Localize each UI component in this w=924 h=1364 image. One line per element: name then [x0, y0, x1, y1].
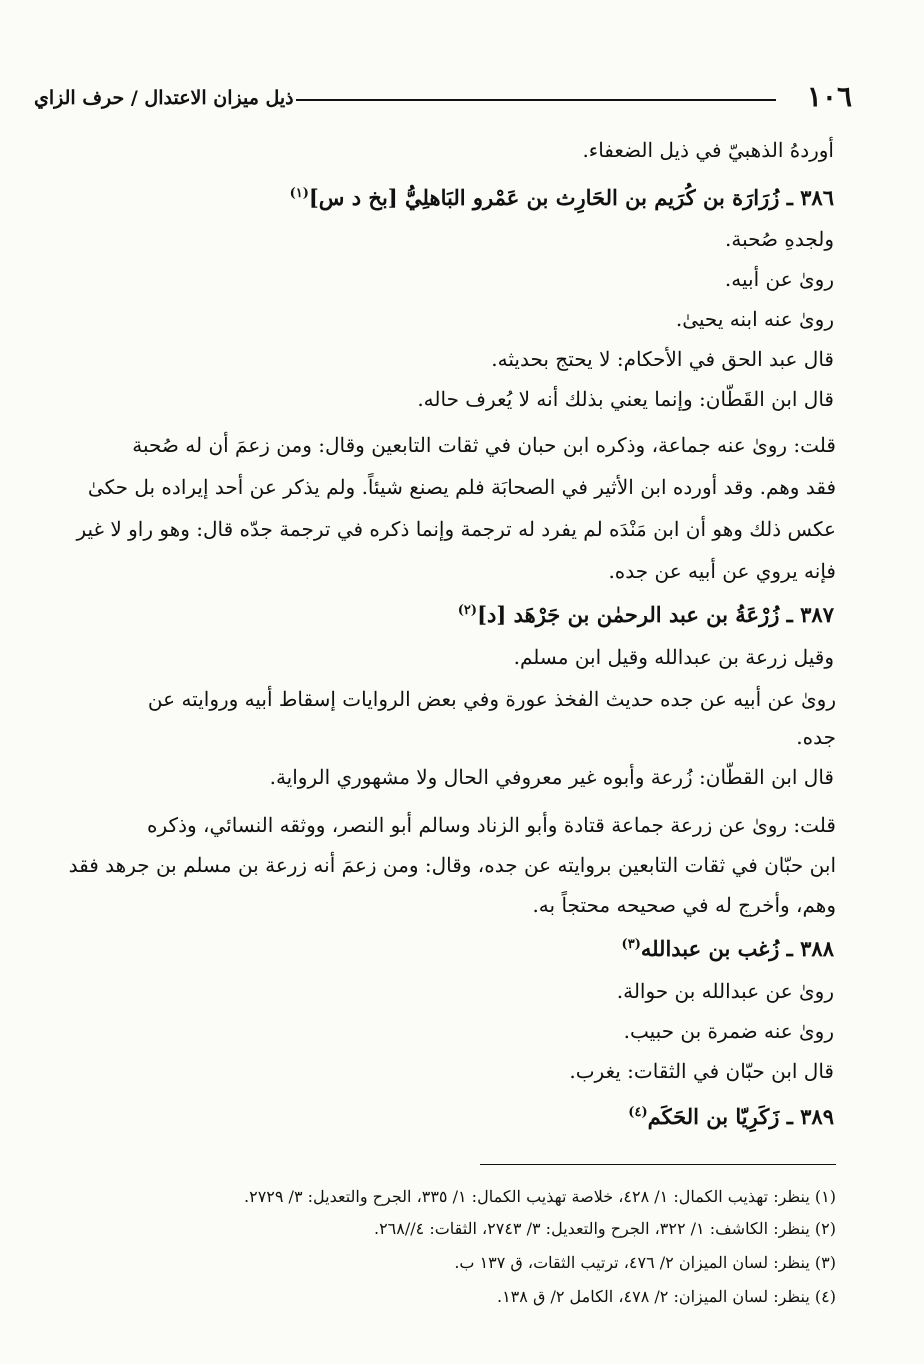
text-line: ابن حبّان في ثقات التابعين بروايته عن جده، وقال: ومن زعمَ أنه زرعة بن مسلم بن جرهد فقد — [68, 853, 836, 877]
footnote-mark: (٢) — [457, 603, 478, 618]
text-line: فإنه يروي عن أبيه عن جده. — [608, 559, 836, 583]
running-header — [34, 80, 852, 116]
footnote-mark: (١) — [289, 186, 309, 201]
entry-heading-386: ٣٨٦ ـ زُرَارَة بن كُرَيم بن الحَارِث بن عَمْرو البَاهلِيُّ [بخ د س]$^{(١)}$ — [289, 185, 834, 210]
footnote-mark: (٣) — [621, 937, 641, 952]
footnote: (١) ينظر: تهذيب الكمال: ١/ ٤٢٨، خلاصة تهذيب الكمال: ١/ ٣٣٥، الجرح والتعديل: ٣/ ٢٧٢٩. — [244, 1187, 836, 1206]
text-line: قال عبد الحق في الأحكام: لا يحتج بحديثه. — [491, 347, 834, 371]
text-line: قلت: روىٰ عنه جماعة، وذكره ابن حبان في ثقات التابعين وقال: ومن زعمَ أن له صُحبة — [132, 433, 836, 457]
running-title: ذيل ميزان الاعتدال / حرف الزاي — [34, 87, 294, 109]
footnote: (٣) ينظر: لسان الميزان ٢/ ٤٧٦، ترتيب الثقات، ق ١٣٧ ب. — [454, 1253, 836, 1272]
footnote-mark: (٤) — [628, 1105, 648, 1120]
text-line: قال ابن القطّان: زُرعة وأبوه غير معروفي الحال ولا مشهوري الرواية. — [269, 765, 834, 789]
text-line: وهم، وأخرج له في صحيحه محتجاً به. — [532, 893, 836, 917]
header-rule — [296, 99, 776, 101]
footnote: (٢) ينظر: الكاشف: ١/ ٣٢٢، الجرح والتعديل: ٣/ ٢٧٤٣، الثقات: ٤//٢٦٨. — [373, 1219, 836, 1238]
entry-heading-387: ٣٨٧ ـ زُرْعَةُ بن عبد الرحمٰن بن جَرْهَد [د]$^{(٢)}$ — [457, 602, 834, 627]
footnote: (٤) ينظر: لسان الميزان: ٢/ ٤٧٨، الكامل ٢/ ق ١٣٨. — [496, 1287, 836, 1306]
text-line: فقد وهم. وقد أورده ابن الأثير في الصحابَة فلم يصنع شيئاً. ولم يذكر عن أحد إيراده بل حكىٰ — [87, 475, 836, 499]
text-line: قال ابن حبّان في الثقات: يغرب. — [569, 1059, 834, 1083]
text-line: وقيل زرعة بن عبدالله وقيل ابن مسلم. — [513, 645, 834, 669]
text-line: جده. — [796, 725, 836, 749]
page-number: ١٠٦ — [806, 80, 852, 113]
text-line: أوردهُ الذهبيّ في ذيل الضعفاء. — [582, 138, 834, 162]
text-line: روىٰ عنه ابنه يحيىٰ. — [675, 307, 834, 331]
text-line: ولجدهِ صُحبة. — [724, 227, 834, 251]
text-line: روىٰ عنه ضمرة بن حبيب. — [623, 1019, 834, 1043]
text-line: عكس ذلك وهو أن ابن مَنْدَه لم يفرد له ترجمة وإنما ذكره في ترجمة جدّه قال: وهو راو لا غير — [76, 517, 836, 541]
text-line: روىٰ عن أبيه. — [724, 267, 834, 291]
text-line: روىٰ عن عبدالله بن حوالة. — [616, 979, 834, 1003]
footnote-rule — [480, 1164, 836, 1165]
text-line: قال ابن القَطّان: وإنما يعني بذلك أنه لا يُعرف حاله. — [417, 387, 834, 411]
text-line: قلت: روىٰ عن زرعة جماعة قتادة وأبو الزناد وسالم أبو النصر، ووثقه النسائي، وذكره — [147, 813, 836, 837]
text-line: روىٰ عن أبيه عن جده حديث الفخذ عورة وفي بعض الروايات إسقاط أبيه وروايته عن — [147, 687, 836, 711]
entry-heading-389: ٣٨٩ ـ زَكَرِيّا بن الحَكَم$^{(٤)}$ — [628, 1104, 834, 1129]
entry-heading-388: ٣٨٨ ـ زُغب بن عبدالله$^{(٣)}$ — [621, 936, 834, 961]
